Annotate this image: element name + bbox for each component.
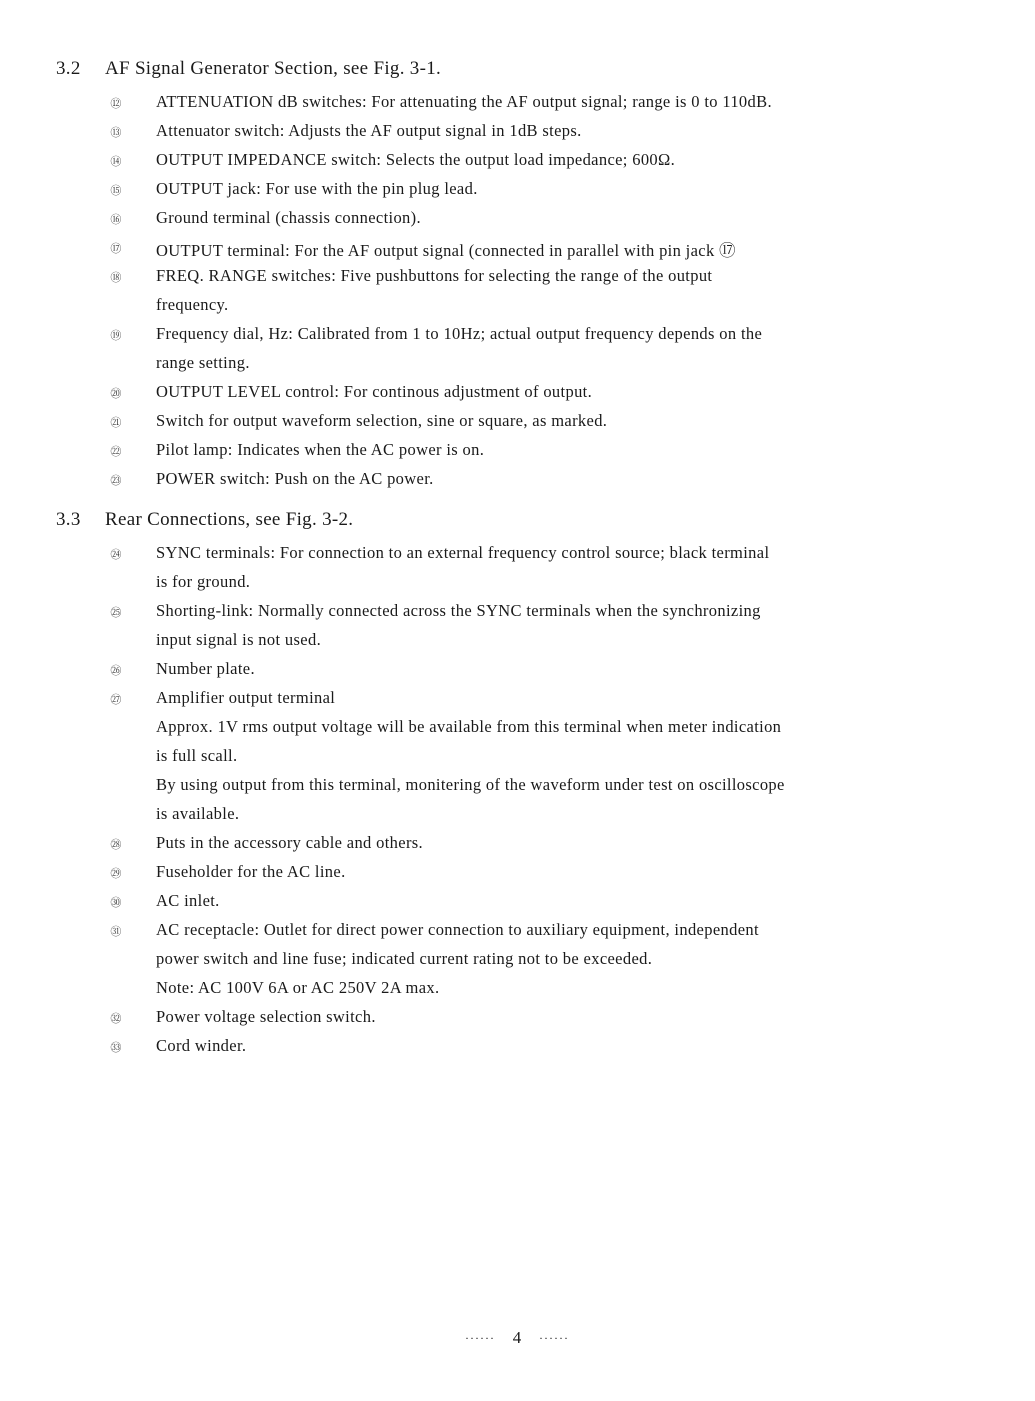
- item-marker: ⑯: [110, 213, 122, 226]
- item-line: frequency.: [156, 295, 229, 314]
- item-text: [156, 237, 916, 266]
- item-line: range setting.: [156, 353, 250, 372]
- item-marker: ⑬: [110, 126, 122, 139]
- item-marker: ㉛: [110, 925, 122, 938]
- item-line: OUTPUT terminal: For the AF output signal (connected in parallel with pin jack ⑰: [156, 241, 736, 260]
- item-marker: ㉝: [110, 1041, 122, 1054]
- section-title: AF Signal Generator Section, see Fig. 3-1.: [105, 58, 442, 79]
- item-marker: ⑫: [110, 97, 122, 110]
- item-marker: ㉜: [110, 1012, 122, 1025]
- item-marker: ⑲: [110, 329, 122, 342]
- item-marker: ㉘: [110, 838, 122, 851]
- item-text: [156, 92, 916, 121]
- item-line: OUTPUT LEVEL control: For continous adjustment of output.: [156, 382, 593, 401]
- item-marker: ⑭: [110, 155, 122, 168]
- item-text: [156, 862, 916, 891]
- item-line: AC inlet.: [156, 891, 220, 910]
- item-line: is available.: [156, 804, 240, 823]
- item-text: [156, 601, 916, 659]
- page-number: 4: [512, 1328, 523, 1347]
- page-footer: [0, 1328, 1035, 1348]
- footer-dots-left: ......: [465, 1328, 496, 1342]
- item-text: [156, 150, 916, 179]
- item-line: POWER switch: Push on the AC power.: [156, 469, 434, 488]
- item-text: [156, 1036, 916, 1065]
- item-marker: ㉒: [110, 445, 122, 458]
- item-text: [156, 440, 916, 469]
- item-line: Fuseholder for the AC line.: [156, 862, 346, 881]
- item-marker: ⑮: [110, 184, 122, 197]
- item-marker: ㉑: [110, 416, 122, 429]
- section-heading: [0, 58, 1035, 92]
- item-line: Amplifier output terminal: [156, 688, 336, 707]
- item-line: input signal is not used.: [156, 630, 322, 649]
- item-line: Ground terminal (chassis connection).: [156, 208, 421, 227]
- item-text: [156, 411, 916, 440]
- item-text: [156, 1007, 916, 1036]
- section-heading: [0, 509, 1035, 543]
- item-text: [156, 833, 916, 862]
- item-line: Approx. 1V rms output voltage will be available from this terminal when meter indication: [156, 717, 782, 736]
- item-marker: ⑱: [110, 271, 122, 284]
- item-marker: ㉖: [110, 664, 122, 677]
- item-line: Frequency dial, Hz: Calibrated from 1 to 10Hz; actual output frequency depends on the: [156, 324, 763, 343]
- item-marker: ㉓: [110, 474, 122, 487]
- section-title: Rear Connections, see Fig. 3-2.: [105, 509, 354, 530]
- item-text: [156, 688, 916, 833]
- section-number: 3.2: [56, 58, 81, 79]
- section-3-3: [0, 509, 1035, 1065]
- item-text: [156, 659, 916, 688]
- footer-dots-right: ......: [539, 1328, 570, 1342]
- item-text: [156, 543, 916, 601]
- item-marker: ㉗: [110, 693, 122, 706]
- item-line: Shorting-link: Normally connected across the SYNC terminals when the synchronizing: [156, 601, 761, 620]
- item-text: [156, 891, 916, 920]
- item-line: Pilot lamp: Indicates when the AC power is on.: [156, 440, 485, 459]
- item-marker: ⑳: [110, 387, 122, 400]
- item-line: is full scall.: [156, 746, 238, 765]
- item-line: FREQ. RANGE switches: Five pushbuttons for selecting the range of the output: [156, 266, 713, 285]
- item-list: [0, 543, 1035, 1065]
- section-number: 3.3: [56, 509, 81, 530]
- item-line: OUTPUT IMPEDANCE switch: Selects the output load impedance; 600Ω.: [156, 150, 676, 169]
- item-line: Puts in the accessory cable and others.: [156, 833, 424, 852]
- item-line: Number plate.: [156, 659, 255, 678]
- item-text: [156, 920, 916, 1007]
- item-marker: ㉕: [110, 606, 122, 619]
- item-list: [0, 92, 1035, 498]
- item-line: By using output from this terminal, monitering of the waveform under test on oscilloscope: [156, 775, 785, 794]
- item-marker: ⑰: [110, 242, 122, 255]
- item-text: [156, 266, 916, 324]
- item-marker: ㉔: [110, 548, 122, 561]
- item-text: [156, 208, 916, 237]
- item-line: AC receptacle: Outlet for direct power connection to auxiliary equipment, independent: [156, 920, 759, 939]
- item-line: Switch for output waveform selection, sine or square, as marked.: [156, 411, 608, 430]
- item-line: is for ground.: [156, 572, 251, 591]
- item-line: Cord winder.: [156, 1036, 247, 1055]
- item-text: [156, 382, 916, 411]
- item-line: power switch and line fuse; indicated current rating not to be exceeded.: [156, 949, 653, 968]
- item-text: [156, 121, 916, 150]
- item-line: ATTENUATION dB switches: For attenuating the AF output signal; range is 0 to 110dB.: [156, 92, 772, 111]
- item-marker: ㉚: [110, 896, 122, 909]
- item-line: Note: AC 100V 6A or AC 250V 2A max.: [156, 978, 440, 997]
- item-line: Power voltage selection switch.: [156, 1007, 376, 1026]
- item-text: [156, 179, 916, 208]
- section-3-2: [0, 58, 1035, 498]
- item-line: Attenuator switch: Adjusts the AF output signal in 1dB steps.: [156, 121, 582, 140]
- item-line: SYNC terminals: For connection to an external frequency control source; black terminal: [156, 543, 770, 562]
- item-marker: ㉙: [110, 867, 122, 880]
- item-line: OUTPUT jack: For use with the pin plug lead.: [156, 179, 478, 198]
- item-text: [156, 324, 916, 382]
- item-text: [156, 469, 916, 498]
